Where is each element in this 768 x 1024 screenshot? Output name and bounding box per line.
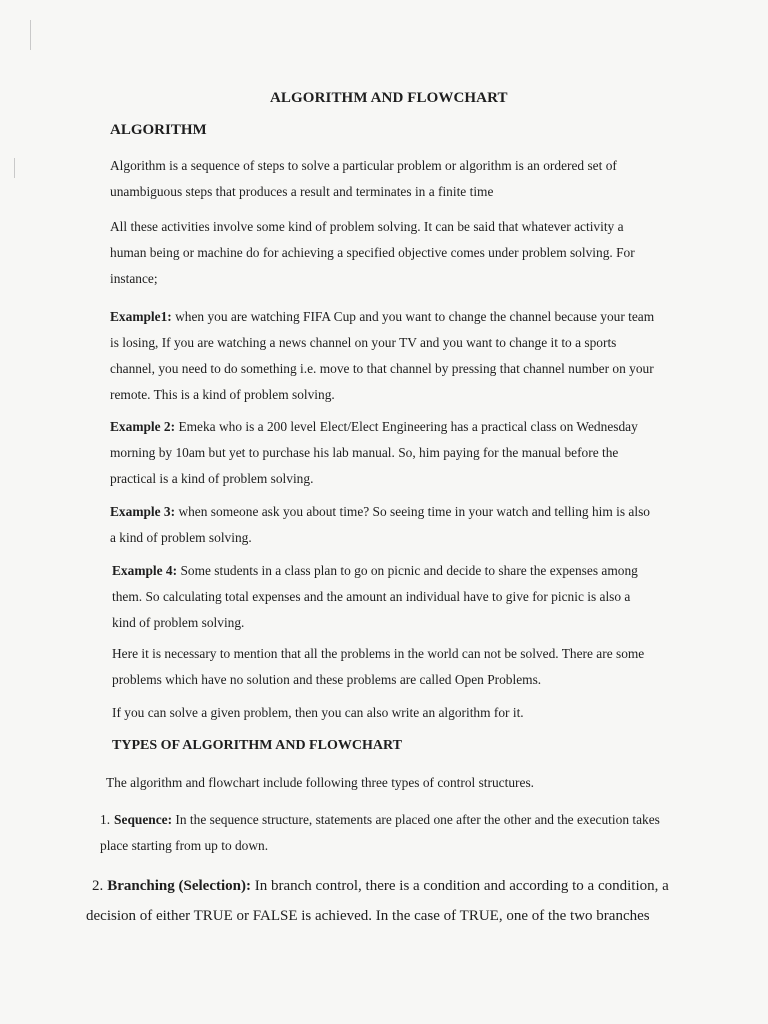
example-3 — [110, 499, 655, 551]
example-text: Some students in a class plan to go on picnic and decide to share the expenses among them. So calculating total expenses and the amount an individual have to give for picnic is also a kind of problem solving. — [112, 563, 638, 630]
example-label: Example 3: — [110, 504, 176, 519]
paragraph-activities: All these activities involve some kind of problem solving. It can be said that whatever activity a human being or machine do for achieving a specified objective comes under problem solving. For instance; — [110, 219, 635, 286]
paragraph-if-solve: If you can solve a given problem, then you can also write an algorithm for it. — [112, 705, 524, 720]
scan-mark — [14, 158, 15, 178]
example-label: Example 4: — [112, 563, 178, 578]
example-2 — [110, 414, 655, 492]
section-heading-types: TYPES OF ALGORITHM AND FLOWCHART — [112, 738, 402, 753]
list-label: Branching (Selection): — [107, 878, 251, 894]
example-label: Example1: — [110, 309, 172, 324]
list-label: Sequence: — [114, 812, 173, 827]
paragraph-open-problems: Here it is necessary to mention that all the problems in the world can not be solved. There are some problems which have no solution and these problems are called Open Problems. — [112, 646, 645, 687]
page-title: ALGORITHM AND FLOWCHART — [270, 90, 508, 106]
list-item-branching — [86, 871, 686, 931]
paragraph-types-intro: The algorithm and flowchart include following three types of control structures. — [106, 775, 535, 790]
example-text: Emeka who is a 200 level Elect/Elect Engineering has a practical class on Wednesday morning by 10am but yet to purchase his lab manual. So, him paying for the manual before the practical is a kind of problem solving. — [110, 419, 638, 486]
list-number: 2. — [92, 878, 104, 894]
example-text: when you are watching FIFA Cup and you want to change the channel because your team is losing, If you are watching a news channel on your TV and you want to change it to a sports channel, you need to do something i.e. move to that channel by pressing that channel number on your remote. This is a kind of problem solving. — [110, 309, 655, 402]
list-item-sequence — [100, 807, 665, 859]
example-4 — [112, 558, 657, 636]
example-text: when someone ask you about time? So seeing time in your watch and telling him is also a kind of problem solving. — [110, 504, 651, 545]
list-number: 1. — [100, 812, 111, 827]
example-label: Example 2: — [110, 419, 176, 434]
list-text: In branch control, there is a condition and according to a condition, a decision of either TRUE or FALSE is achieved. In the case of TRUE, one of the two branches — [86, 878, 669, 924]
list-text: In the sequence structure, statements are placed one after the other and the execution takes place starting from up to down. — [100, 812, 660, 853]
section-heading-algorithm: ALGORITHM — [110, 122, 207, 138]
paragraph-definition: Algorithm is a sequence of steps to solve a particular problem or algorithm is an ordered set of unambiguous steps that produces a result and terminates in a finite time — [110, 158, 617, 199]
example-1 — [110, 304, 655, 408]
scan-mark — [30, 20, 31, 50]
